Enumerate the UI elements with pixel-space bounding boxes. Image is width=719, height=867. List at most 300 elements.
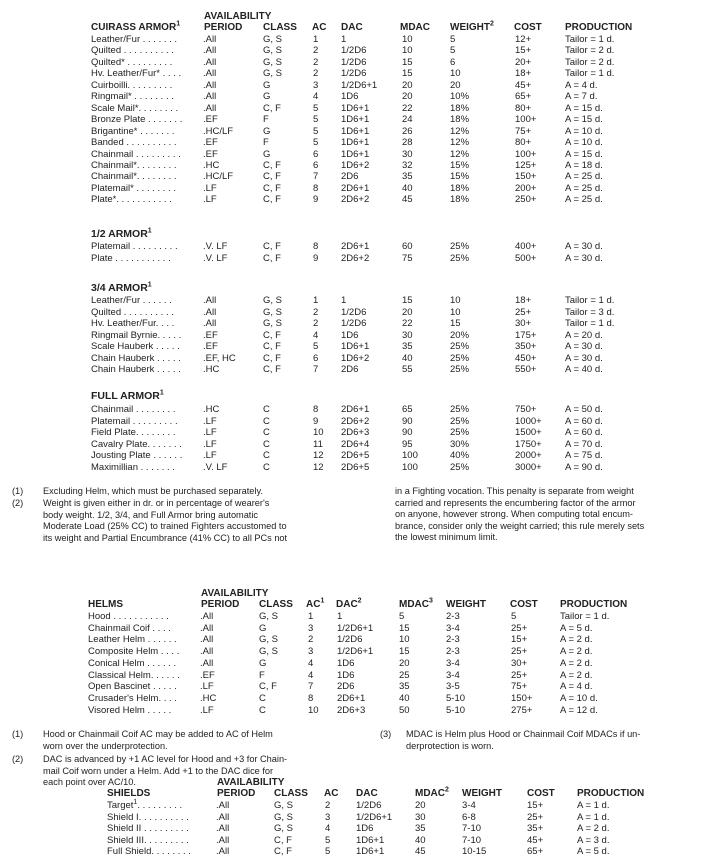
- cell-dac: 2D6+1: [337, 692, 366, 704]
- cell-cost: 500+: [515, 252, 537, 264]
- cell-item: Platemail . . . . . . . . .: [91, 241, 178, 252]
- col-class: CLASS: [259, 599, 293, 610]
- cell-weight: 15%: [450, 159, 470, 171]
- cell-cost: 25+: [511, 646, 528, 658]
- cell-ac: 3: [313, 79, 319, 91]
- cell-item: Hood . . . . . . . . . . .: [88, 611, 169, 622]
- cell-dac: 1D6+2: [341, 352, 370, 364]
- cell-item: Chainmail . . . . . . . . .: [91, 148, 181, 160]
- cell-dac: 1D6+1: [356, 846, 385, 858]
- cell-production: A = 1 d.: [577, 811, 610, 823]
- cell-dac: 1/2D6: [341, 306, 367, 318]
- cell-class: G: [263, 148, 271, 160]
- cell-production: Tailor = 1 d.: [565, 295, 615, 306]
- armor-note-2-continued: in a Fighting vocation. This penalty is separate from weight carried and represents the encumbering factor of the armor on anyone, however strong. When computing total encum- brance, consider only the weight carried; this rule merely sets the lowest minimum limit.: [395, 486, 645, 542]
- cell-item: Ringmail* . . . . . . . .: [91, 91, 174, 103]
- cell-item: Ringmail Byrnie. . . . .: [91, 329, 182, 341]
- cell-weight: 12%: [450, 125, 470, 137]
- cell-weight: 3-4: [446, 622, 460, 634]
- col-mdac: MDAC$^3$: [399, 597, 433, 610]
- cell-period: .V. LF: [203, 461, 228, 473]
- col-production: PRODUCTION: [565, 22, 633, 33]
- cell-class: G: [259, 657, 267, 669]
- cell-weight: 25%: [450, 415, 470, 427]
- cell-weight: 5-10: [446, 692, 466, 704]
- cell-mdac: 35: [402, 171, 413, 183]
- cell-production: A = 5 d.: [560, 622, 593, 634]
- cell-period: .V. LF: [203, 252, 228, 264]
- cell-mdac: 20: [402, 91, 413, 103]
- table-row: [0, 462, 719, 474]
- table-row: [0, 353, 719, 365]
- cell-mdac: 95: [402, 438, 413, 450]
- cell-weight: 25%: [450, 404, 470, 415]
- cell-ac: 2: [313, 56, 319, 68]
- col-dac: DAC: [341, 22, 363, 33]
- cell-production: A = 1 d.: [577, 800, 610, 811]
- cell-class: C, F: [274, 834, 292, 846]
- cell-period: .All: [203, 306, 217, 318]
- cell-production: A = 40 d.: [565, 364, 603, 375]
- cell-period: .EF: [203, 114, 218, 126]
- table-row: [0, 450, 719, 462]
- cell-cost: 25+: [511, 622, 528, 634]
- cell-mdac: 10: [402, 34, 413, 45]
- cell-ac: 5: [325, 846, 331, 858]
- cell-period: .All: [203, 91, 217, 103]
- cell-item: Field Plate. . . . . . . .: [91, 427, 176, 438]
- cell-period: .HC: [203, 364, 220, 375]
- cell-ac: 9: [313, 194, 319, 206]
- cell-weight: 18%: [450, 182, 470, 194]
- cell-production: A = 4 d.: [560, 681, 593, 693]
- table-row: [0, 137, 719, 149]
- col-ac: AC: [324, 788, 339, 799]
- table-row: [0, 149, 719, 161]
- cell-production: Tailor = 3 d.: [565, 306, 615, 318]
- cell-period: .EF: [203, 329, 218, 341]
- cell-ac: 5: [313, 341, 319, 352]
- cell-cost: 75+: [515, 125, 532, 137]
- cell-production: Tailor = 1 d.: [565, 68, 615, 80]
- cell-cost: 80+: [515, 102, 532, 114]
- cell-class: C, F: [263, 329, 281, 341]
- cell-class: G, S: [263, 34, 283, 45]
- cell-production: A = 60 d.: [565, 415, 603, 427]
- cell-ac: 5: [325, 834, 331, 846]
- cell-mdac: 22: [402, 102, 413, 114]
- cell-ac: 5: [313, 137, 319, 149]
- cell-item: Full Shield. . . . . . . .: [107, 846, 191, 858]
- cell-mdac: 15: [402, 295, 413, 306]
- table-row: [0, 670, 719, 682]
- cell-production: A = 25 d.: [565, 182, 603, 194]
- cell-period: .All: [203, 45, 217, 57]
- cell-production: A = 4 d.: [565, 79, 598, 91]
- cell-mdac: 15: [402, 68, 413, 80]
- cell-class: G, S: [274, 811, 294, 823]
- cell-mdac: 25: [399, 669, 410, 681]
- table-row: [0, 295, 719, 307]
- cell-cost: 150+: [515, 171, 537, 183]
- table-row: [0, 160, 719, 172]
- col-mdac: MDAC: [400, 22, 430, 33]
- cell-mdac: 50: [399, 704, 410, 716]
- helms-note-1: (1) Hood or Chainmail Coif AC may be added to AC of Helm worn over the underprotection.: [12, 729, 273, 751]
- cell-weight: 10-15: [462, 846, 487, 858]
- cell-ac: 4: [308, 669, 314, 681]
- cell-weight: 5-10: [446, 704, 466, 716]
- cell-mdac: 90: [402, 415, 413, 427]
- cell-cost: 350+: [515, 341, 537, 352]
- cell-ac: 2: [308, 634, 314, 646]
- cell-cost: 1750+: [515, 438, 542, 450]
- cell-weight: 15%: [450, 171, 470, 183]
- cell-production: A = 2 d.: [560, 669, 593, 681]
- cell-weight: 2-3: [446, 634, 460, 646]
- cell-period: .All: [203, 56, 217, 68]
- col-period: PERIOD: [217, 788, 256, 799]
- cell-class: C: [263, 404, 270, 415]
- cell-weight: 7-10: [462, 823, 482, 835]
- cell-production: A = 60 d.: [565, 427, 603, 438]
- cell-period: .LF: [203, 427, 217, 438]
- cell-weight: 6-8: [462, 811, 476, 823]
- table-row: [0, 800, 719, 812]
- cell-cost: 45+: [527, 834, 544, 846]
- cell-class: C: [263, 427, 270, 438]
- cell-dac: 2D6+4: [341, 438, 370, 450]
- cell-item: Cavalry Plate. . . . . . .: [91, 438, 182, 450]
- cell-class: G, S: [263, 56, 283, 68]
- cell-dac: 1D6: [341, 329, 359, 341]
- table-row: [0, 45, 719, 57]
- cell-mdac: 75: [402, 252, 413, 264]
- cell-cost: 45+: [515, 79, 532, 91]
- cell-ac: 4: [313, 91, 319, 103]
- table-row: [0, 307, 719, 319]
- cell-class: G, S: [263, 318, 283, 329]
- cell-item: Shield III. . . . . . . . .: [107, 834, 189, 846]
- table-row: [0, 823, 719, 835]
- cell-production: A = 18 d.: [565, 159, 603, 171]
- cell-item: Composite Helm . . . .: [88, 646, 180, 658]
- cell-ac: 2: [313, 68, 319, 80]
- cell-cost: 1000+: [515, 415, 542, 427]
- cell-class: C, F: [274, 846, 292, 858]
- col-weight: WEIGHT: [446, 599, 486, 610]
- cell-class: G: [263, 79, 271, 91]
- cell-mdac: 60: [402, 241, 413, 252]
- cell-item: Plate . . . . . . . . . . .: [91, 252, 171, 264]
- cell-class: F: [259, 669, 265, 681]
- cell-dac: 1/2D6: [337, 634, 363, 646]
- table-row: [0, 416, 719, 428]
- cell-cost: 275+: [511, 704, 533, 716]
- cell-item: Chainmail*. . . . . . . .: [91, 159, 177, 171]
- cell-weight: 25%: [450, 241, 470, 252]
- table-row: [0, 634, 719, 646]
- cell-cost: 25+: [515, 306, 532, 318]
- cell-cost: 30+: [511, 657, 528, 669]
- cell-item: Platemail* . . . . . . . .: [91, 182, 176, 194]
- table-row: [0, 34, 719, 46]
- cell-item: Shield I. . . . . . . . . .: [107, 811, 189, 823]
- cell-item: Crusader's Helm. . . .: [88, 692, 177, 704]
- cell-period: .LF: [203, 450, 217, 461]
- cell-ac: 6: [313, 352, 319, 364]
- cell-mdac: 35: [399, 681, 410, 693]
- cell-class: G, S: [263, 306, 283, 318]
- cell-weight: 30%: [450, 438, 470, 450]
- cell-item: Chainmail*. . . . . . . .: [91, 171, 177, 183]
- availability-label: AVAILABILITY: [204, 11, 272, 22]
- cell-dac: 2D6: [337, 681, 355, 693]
- table-row: [0, 427, 719, 439]
- cell-item: Leather/Fur . . . . . . .: [91, 34, 178, 45]
- cell-dac: 1/2D6: [341, 318, 367, 329]
- cell-ac: 3: [308, 622, 314, 634]
- cell-mdac: 10: [399, 634, 410, 646]
- table-row: [0, 812, 719, 824]
- cell-item: Chainmail . . . . . . . .: [91, 404, 176, 415]
- cell-period: .LF: [203, 194, 217, 206]
- cell-dac: 2D6+2: [341, 194, 370, 206]
- cell-dac: 1D6+1: [341, 148, 370, 160]
- cell-item: Hv. Leather/Fur* . . . .: [91, 68, 182, 80]
- cell-weight: 40%: [450, 450, 470, 461]
- cell-class: C, F: [263, 252, 281, 264]
- cell-mdac: 32: [402, 159, 413, 171]
- cell-ac: 10: [308, 704, 319, 716]
- cell-production: A = 30 d.: [565, 241, 603, 252]
- table-row: [0, 126, 719, 138]
- cell-item: Quilted . . . . . . . . . .: [91, 45, 174, 57]
- cell-period: .All: [216, 846, 230, 858]
- cell-class: G, S: [274, 823, 294, 835]
- cell-ac: 1: [313, 295, 319, 306]
- cell-production: A = 50 d.: [565, 404, 603, 415]
- cell-item: Chain Hauberk . . . . .: [91, 364, 181, 375]
- col-ac: $AC^1$: [306, 597, 325, 610]
- cell-dac: 2D6+1: [341, 182, 370, 194]
- cell-production: A = 10 d.: [560, 692, 598, 704]
- cell-production: A = 25 d.: [565, 194, 603, 206]
- table-row: [0, 846, 719, 858]
- table-row: [0, 693, 719, 705]
- cell-weight: 5: [450, 45, 456, 57]
- table-row: [0, 114, 719, 126]
- cell-period: .All: [203, 34, 217, 45]
- cell-class: C, F: [263, 194, 281, 206]
- cell-item: Jousting Plate . . . . . .: [91, 450, 183, 461]
- cell-ac: 2: [313, 318, 319, 329]
- cell-period: .LF: [200, 681, 214, 693]
- cell-ac: 4: [325, 823, 331, 835]
- cell-dac: 1D6: [341, 91, 359, 103]
- table-row: [0, 68, 719, 80]
- col-ac: AC: [312, 22, 327, 33]
- cell-item: Brigantine* . . . . . . .: [91, 125, 175, 137]
- cell-mdac: 28: [402, 137, 413, 149]
- cell-dac: 1D6+1: [341, 137, 370, 149]
- cell-period: .All: [200, 657, 214, 669]
- table-row: [0, 103, 719, 115]
- cell-class: G, S: [259, 611, 279, 622]
- cell-weight: 12%: [450, 137, 470, 149]
- cell-class: G, S: [263, 68, 283, 80]
- cell-mdac: 40: [402, 352, 413, 364]
- cell-item: Leather/Fur . . . . . .: [91, 295, 172, 306]
- cell-period: .All: [216, 834, 230, 846]
- cell-period: .All: [216, 823, 230, 835]
- table-row: [0, 330, 719, 342]
- col-class: CLASS: [263, 22, 297, 33]
- cell-dac: 2D6+1: [341, 404, 370, 415]
- cell-mdac: 20: [399, 657, 410, 669]
- cell-production: Tailor = 2 d.: [565, 56, 615, 68]
- cell-class: C, F: [263, 364, 281, 375]
- cell-item: Target$^1$. . . . . . . . .: [107, 798, 183, 811]
- cell-mdac: 15: [399, 646, 410, 658]
- shields-title: SHIELDS: [107, 788, 151, 799]
- cell-cost: 35+: [527, 823, 544, 835]
- cell-ac: 12: [313, 450, 324, 461]
- cell-period: .All: [203, 295, 217, 306]
- cell-ac: 1: [308, 611, 314, 622]
- cell-class: G: [263, 91, 271, 103]
- cell-weight: 20%: [450, 329, 470, 341]
- cell-cost: 2000+: [515, 450, 542, 461]
- cell-production: A = 2 d.: [560, 634, 593, 646]
- helms-title: HELMS: [88, 599, 123, 610]
- cell-production: A = 70 d.: [565, 438, 603, 450]
- cell-weight: 25%: [450, 252, 470, 264]
- cell-period: .All: [203, 102, 217, 114]
- cell-cost: 65+: [515, 91, 532, 103]
- cell-weight: 25%: [450, 427, 470, 438]
- cell-period: .LF: [200, 704, 214, 716]
- table-row: [0, 681, 719, 693]
- cell-cost: 18+: [515, 68, 532, 80]
- cell-cost: 30+: [515, 318, 532, 329]
- cell-period: .HC/LF: [203, 125, 234, 137]
- cell-dac: 2D6+3: [341, 427, 370, 438]
- table-row: [0, 439, 719, 451]
- cell-class: G: [263, 125, 271, 137]
- cell-dac: 1: [341, 295, 347, 306]
- cell-ac: 8: [313, 182, 319, 194]
- cell-mdac: 55: [402, 364, 413, 375]
- cell-production: A = 15 d.: [565, 148, 603, 160]
- cell-weight: 25%: [450, 364, 470, 375]
- cell-cost: 75+: [511, 681, 528, 693]
- armor-note-2: (2) Weight is given either in dr. or in percentage of wearer's body weight. 1/2, 3/4, and Full Armor bring automatic Moderate Load (25% CC) to trained Fighters accustomed to its weight and Partial Encumbrance (41% CC) to all PCs not: [12, 498, 288, 543]
- cell-period: .HC/LF: [203, 171, 234, 183]
- cell-cost: 100+: [515, 148, 537, 160]
- cell-period: .All: [216, 800, 230, 811]
- cell-dac: 2D6: [341, 171, 359, 183]
- cell-mdac: 15: [399, 622, 410, 634]
- cell-mdac: 40: [415, 834, 426, 846]
- cell-mdac: 45: [402, 194, 413, 206]
- cell-mdac: 24: [402, 114, 413, 126]
- cell-period: .All: [200, 634, 214, 646]
- helms-note-3: (3) MDAC is Helm plus Hood or Chainmail Coif MDACs if un- derprotection is worn.: [380, 729, 641, 751]
- cell-dac: 2D6+2: [341, 252, 370, 264]
- cell-mdac: 22: [402, 318, 413, 329]
- cell-mdac: 35: [402, 341, 413, 352]
- col-weight: WEIGHT: [462, 788, 502, 799]
- cell-production: Tailor = 2 d.: [565, 45, 615, 57]
- cell-production: A = 2 d.: [577, 823, 610, 835]
- cell-mdac: 100: [402, 461, 418, 473]
- cell-ac: 5: [313, 102, 319, 114]
- cell-weight: 3-5: [446, 681, 460, 693]
- cell-dac: 2D6+1: [341, 241, 370, 252]
- cell-production: A = 90 d.: [565, 461, 603, 473]
- cell-item: Conical Helm . . . . . .: [88, 657, 177, 669]
- cell-period: .All: [200, 646, 214, 658]
- cell-weight: 20: [450, 79, 461, 91]
- cell-dac: 1/2D6: [341, 56, 367, 68]
- cell-class: G, S: [259, 646, 279, 658]
- cell-period: .All: [216, 811, 230, 823]
- cell-class: C, F: [263, 171, 281, 183]
- cell-cost: 1500+: [515, 427, 542, 438]
- cell-weight: 18%: [450, 102, 470, 114]
- col-mdac: MDAC$^2$: [415, 786, 449, 799]
- cell-item: Chain Hauberk . . . . .: [91, 352, 181, 364]
- cell-item: Cuirboilli. . . . . . . . .: [91, 79, 173, 91]
- cell-dac: 2D6+3: [337, 704, 366, 716]
- cell-item: Hv. Leather/Fur. . . .: [91, 318, 175, 329]
- cell-mdac: 30: [402, 329, 413, 341]
- cell-dac: 1/2D6: [341, 45, 367, 57]
- cell-item: Visored Helm . . . . .: [88, 704, 172, 716]
- cell-class: G, S: [259, 634, 279, 646]
- cell-class: C: [259, 692, 266, 704]
- helms-note-2: (2) DAC is advanced by +1 AC level for Hood and +3 for Chain- mail Coif worn under a Helm. Add +1 to the DAC dice for each point over AC/10.: [12, 754, 288, 787]
- cell-dac: 1D6+1: [341, 341, 370, 352]
- cell-cost: 150+: [511, 692, 533, 704]
- cell-class: G, S: [263, 45, 283, 57]
- table-row: [0, 194, 719, 206]
- table-row: [0, 364, 719, 376]
- table-row: [0, 835, 719, 847]
- cell-class: G: [259, 622, 267, 634]
- cell-cost: 25+: [511, 669, 528, 681]
- cell-period: .LF: [203, 415, 217, 427]
- cell-mdac: 20: [402, 306, 413, 318]
- cell-cost: 3000+: [515, 461, 542, 473]
- cell-item: Platemail . . . . . . . . .: [91, 415, 178, 427]
- cell-weight: 10: [450, 306, 461, 318]
- cell-class: C, F: [263, 352, 281, 364]
- cell-ac: 6: [313, 148, 319, 160]
- cell-period: .V. LF: [203, 241, 228, 252]
- cell-dac: 1D6+1: [356, 834, 385, 846]
- cell-period: .HC: [203, 159, 220, 171]
- cell-mdac: 26: [402, 125, 413, 137]
- cell-dac: 1/2D6+1: [356, 811, 393, 823]
- cell-class: C: [263, 438, 270, 450]
- cell-production: A = 25 d.: [565, 171, 603, 183]
- cell-ac: 4: [308, 657, 314, 669]
- cell-production: Tailor = 1 d.: [565, 318, 615, 329]
- cell-ac: 2: [313, 45, 319, 57]
- cell-weight: 2-3: [446, 611, 460, 622]
